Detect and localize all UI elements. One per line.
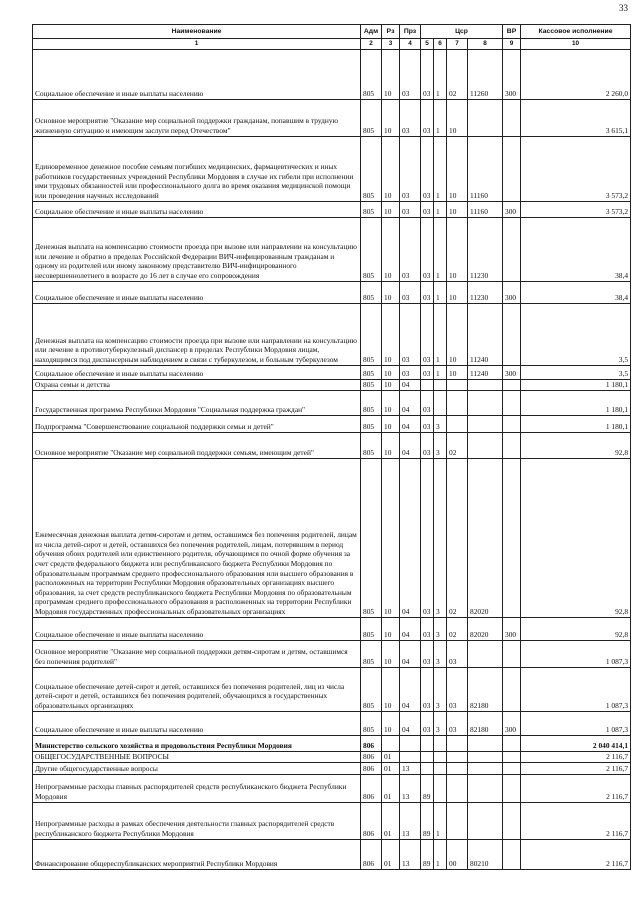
row-amount: 3 573,2 (521, 136, 631, 201)
row-csr-subprogram: 3 (434, 640, 447, 667)
table-row (33, 839, 631, 869)
row-amount: 1 087,3 (521, 640, 631, 667)
row-adm: 806 (361, 839, 382, 869)
row-amount: 92,8 (521, 458, 631, 617)
row-csr-direction (468, 774, 503, 802)
row-csr-event: 10 (447, 99, 468, 136)
row-vr (503, 774, 521, 802)
row-csr-direction: 80210 (468, 839, 503, 869)
row-csr-subprogram (434, 379, 447, 390)
row-csr-program: 89 (421, 802, 434, 839)
row-csr-subprogram: 1 (434, 217, 447, 281)
row-csr-direction: 11230 (468, 281, 503, 303)
table-row (33, 379, 631, 390)
row-rz: 10 (382, 136, 400, 201)
row-csr-program: 03 (421, 415, 434, 432)
row-prz: 04 (400, 415, 421, 432)
row-amount: 2 116,7 (521, 751, 631, 762)
row-adm: 805 (361, 390, 382, 415)
row-prz: 03 (400, 281, 421, 303)
header-prz: Прз (400, 25, 421, 39)
row-csr-direction (468, 640, 503, 667)
row-amount: 3 573,2 (521, 201, 631, 217)
row-rz: 10 (382, 365, 400, 379)
table-row (33, 136, 631, 201)
row-csr-program: 03 (421, 136, 434, 201)
row-amount: 92,8 (521, 432, 631, 458)
row-prz: 03 (400, 99, 421, 136)
row-amount: 1 087,3 (521, 667, 631, 711)
row-rz: 01 (382, 774, 400, 802)
row-amount: 38,4 (521, 217, 631, 281)
table-row (33, 762, 631, 774)
row-prz: 04 (400, 458, 421, 617)
row-adm: 805 (361, 379, 382, 390)
row-csr-event: 10 (447, 136, 468, 201)
row-amount: 2 116,7 (521, 839, 631, 869)
row-rz: 01 (382, 839, 400, 869)
row-vr (503, 802, 521, 839)
table-row (33, 217, 631, 281)
row-rz: 10 (382, 458, 400, 617)
row-csr-program: 03 (421, 458, 434, 617)
row-rz: 01 (382, 751, 400, 762)
row-csr-event: 02 (447, 617, 468, 640)
header-vr: ВР (503, 25, 521, 39)
row-prz: 13 (400, 839, 421, 869)
row-adm: 805 (361, 99, 382, 136)
row-name: Непрограммные расходы главных распорядителей средств республиканского бюджета Республики Мордовия (33, 774, 361, 802)
budget-table (32, 24, 631, 870)
row-name: Основное мероприятие "Оказание мер социальной поддержки гражданам, попавшим в трудную жизненную ситуацию и имеющим заслуги перед Отечеством" (33, 99, 361, 136)
row-csr-event: 03 (447, 640, 468, 667)
row-vr (503, 99, 521, 136)
row-name: Министерство сельского хозяйства и продовольствия Республики Мордовия (33, 735, 361, 751)
table-row (33, 49, 631, 99)
table-row (33, 303, 631, 365)
row-name: Единовременное денежное пособие семьям погибших медицинских, фармацевтических и иных работников государственных учреждений Республики Мордовия в случае их гибели при исполнении ими трудовых обязанностей или профессионального долга во время оказания медицинской помощи или проведения научных исследований (33, 136, 361, 201)
row-adm: 805 (361, 303, 382, 365)
row-csr-subprogram: 1 (434, 839, 447, 869)
row-prz: 13 (400, 802, 421, 839)
row-csr-program: 03 (421, 303, 434, 365)
row-amount: 92,8 (521, 617, 631, 640)
col-number: 4 (400, 39, 421, 50)
row-prz (400, 751, 421, 762)
header-amount: Кассовое исполнение (521, 25, 631, 39)
row-csr-subprogram: 1 (434, 49, 447, 99)
row-amount: 1 180,1 (521, 415, 631, 432)
row-csr-program: 03 (421, 217, 434, 281)
row-prz (400, 735, 421, 751)
row-name: Социальное обеспечение и иные выплаты населению (33, 711, 361, 735)
row-csr-subprogram (434, 762, 447, 774)
row-adm: 806 (361, 751, 382, 762)
row-rz: 10 (382, 415, 400, 432)
row-prz: 03 (400, 303, 421, 365)
row-name: ОБЩЕГОСУДАРСТВЕННЫЕ ВОПРОСЫ (33, 751, 361, 762)
row-csr-direction (468, 390, 503, 415)
row-amount: 1 180,1 (521, 379, 631, 390)
row-rz (382, 735, 400, 751)
row-csr-subprogram (434, 774, 447, 802)
row-name: Государственная программа Республики Мордовия "Социальная поддержка граждан" (33, 390, 361, 415)
row-csr-subprogram: 1 (434, 201, 447, 217)
row-amount: 2 116,7 (521, 762, 631, 774)
row-csr-event (447, 751, 468, 762)
header-csr: Цср (421, 25, 503, 39)
row-adm: 805 (361, 617, 382, 640)
row-csr-direction (468, 379, 503, 390)
row-adm: 805 (361, 432, 382, 458)
row-prz: 04 (400, 667, 421, 711)
row-vr (503, 735, 521, 751)
row-vr (503, 640, 521, 667)
row-prz: 03 (400, 201, 421, 217)
row-vr (503, 415, 521, 432)
row-csr-program (421, 379, 434, 390)
row-vr (503, 303, 521, 365)
row-csr-direction (468, 432, 503, 458)
row-csr-event (447, 762, 468, 774)
row-csr-subprogram: 3 (434, 667, 447, 711)
row-prz: 04 (400, 617, 421, 640)
row-csr-event: 00 (447, 839, 468, 869)
row-csr-direction: 11260 (468, 49, 503, 99)
row-vr (503, 762, 521, 774)
row-prz: 04 (400, 432, 421, 458)
row-csr-event (447, 802, 468, 839)
row-csr-event (447, 774, 468, 802)
row-csr-direction: 82020 (468, 617, 503, 640)
row-name: Основное мероприятие "Оказание мер социальной поддержки семьям, имеющим детей" (33, 432, 361, 458)
row-rz: 10 (382, 432, 400, 458)
row-name: Другие общегосударственные вопросы (33, 762, 361, 774)
row-name: Охрана семьи и детства (33, 379, 361, 390)
header-rz: Рз (382, 25, 400, 39)
row-adm: 805 (361, 365, 382, 379)
row-vr: 300 (503, 617, 521, 640)
row-csr-direction: 11240 (468, 303, 503, 365)
row-name: Социальное обеспечение детей-сирот и детей, оставшихся без попечения родителей, лиц из числа детей-сирот и детей, оставшихся без попечения родителей, обучающихся в государственных образовательных организациях (33, 667, 361, 711)
row-name: Непрограммные расходы в рамках обеспечения деятельности главных распорядителей средств республиканского бюджета Республики Мордовия (33, 802, 361, 839)
row-amount: 3,5 (521, 365, 631, 379)
row-csr-program: 03 (421, 365, 434, 379)
row-vr (503, 667, 521, 711)
row-csr-program: 03 (421, 617, 434, 640)
row-rz: 10 (382, 711, 400, 735)
table-row (33, 458, 631, 617)
col-number: 10 (521, 39, 631, 50)
col-number: 2 (361, 39, 382, 50)
row-amount: 2 260,0 (521, 49, 631, 99)
row-vr (503, 136, 521, 201)
row-csr-event (447, 415, 468, 432)
row-csr-direction: 82180 (468, 711, 503, 735)
row-csr-subprogram: 3 (434, 432, 447, 458)
row-csr-event: 02 (447, 458, 468, 617)
page-number: 33 (619, 3, 628, 13)
row-csr-event: 03 (447, 667, 468, 711)
row-csr-program: 03 (421, 711, 434, 735)
row-vr (503, 432, 521, 458)
row-vr: 300 (503, 711, 521, 735)
row-csr-direction (468, 762, 503, 774)
table-row (33, 415, 631, 432)
row-csr-program: 89 (421, 774, 434, 802)
row-rz: 01 (382, 802, 400, 839)
table-row (33, 201, 631, 217)
row-adm: 806 (361, 735, 382, 751)
row-vr (503, 751, 521, 762)
col-number: 3 (382, 39, 400, 50)
row-csr-event (447, 379, 468, 390)
row-csr-event: 02 (447, 49, 468, 99)
row-vr: 300 (503, 365, 521, 379)
row-csr-program: 03 (421, 432, 434, 458)
row-csr-program: 03 (421, 281, 434, 303)
col-number: 9 (503, 39, 521, 50)
table-row (33, 99, 631, 136)
row-adm: 805 (361, 136, 382, 201)
row-name: Ежемесячная денежная выплата детям-сиротам и детям, оставшимся без попечения родителей, лицам из числа детей-сирот и детей, оставшихся без попечения родителей, лицам, потерявшим в период обучения обоих родителей или единственного родителя, обучающимся по очной форме обучения за счет средств федерального бюджета или республиканского бюджета Республики Мордовия по образовательным программам среднего профессионального образования или высшего образования в расположенных на территории Республики Мордовия образовательных организациях высшего образования, за счет средств республиканского бюджета Республики Мордовия по образовательным программам среднего профессионального образования в расположенных на территории Республики Мордовия государственных профессиональных образовательных организациях (33, 458, 361, 617)
row-csr-event: 10 (447, 201, 468, 217)
col-number: 6 (434, 39, 447, 50)
row-csr-program (421, 751, 434, 762)
row-csr-subprogram: 3 (434, 458, 447, 617)
row-name: Социальное обеспечение и иные выплаты населению (33, 201, 361, 217)
row-csr-subprogram (434, 751, 447, 762)
row-csr-program: 03 (421, 49, 434, 99)
row-csr-event: 02 (447, 432, 468, 458)
table-row (33, 802, 631, 839)
col-number: 7 (447, 39, 468, 50)
row-name: Социальное обеспечение и иные выплаты населению (33, 617, 361, 640)
row-csr-event (447, 390, 468, 415)
row-name: Подпрограмма "Совершенствование социальной поддержки семьи и детей" (33, 415, 361, 432)
row-csr-subprogram: 3 (434, 415, 447, 432)
row-csr-event: 10 (447, 281, 468, 303)
row-name: Социальное обеспечение и иные выплаты населению (33, 281, 361, 303)
row-csr-subprogram (434, 390, 447, 415)
row-csr-direction: 82020 (468, 458, 503, 617)
row-adm: 805 (361, 667, 382, 711)
row-vr (503, 390, 521, 415)
row-rz: 10 (382, 49, 400, 99)
row-adm: 805 (361, 458, 382, 617)
row-csr-subprogram: 1 (434, 136, 447, 201)
row-csr-subprogram: 3 (434, 711, 447, 735)
row-rz: 10 (382, 617, 400, 640)
col-number: 5 (421, 39, 434, 50)
row-rz: 10 (382, 640, 400, 667)
row-adm: 806 (361, 774, 382, 802)
row-csr-event: 03 (447, 711, 468, 735)
row-adm: 805 (361, 711, 382, 735)
row-rz: 10 (382, 201, 400, 217)
table-row (33, 774, 631, 802)
row-name: Денежная выплата на компенсацию стоимости проезда при вызове или направлении на консультацию или лечение в противотуберкулезный диспансер в пределах Республики Мордовия лицам, находящимся под диспансерным наблюдением в связи с туберкулезом, и больным туберкулезом (33, 303, 361, 365)
row-adm: 805 (361, 640, 382, 667)
row-csr-program: 03 (421, 640, 434, 667)
row-csr-program (421, 762, 434, 774)
row-prz: 13 (400, 774, 421, 802)
row-vr (503, 379, 521, 390)
row-adm: 806 (361, 762, 382, 774)
row-vr (503, 458, 521, 617)
row-rz: 01 (382, 762, 400, 774)
row-name: Социальное обеспечение и иные выплаты населению (33, 49, 361, 99)
row-csr-direction (468, 99, 503, 136)
row-rz: 10 (382, 390, 400, 415)
row-csr-subprogram: 1 (434, 281, 447, 303)
row-csr-program: 03 (421, 201, 434, 217)
row-prz: 03 (400, 217, 421, 281)
table-row (33, 667, 631, 711)
table-row (33, 365, 631, 379)
header-name: Наименование (33, 25, 361, 39)
row-csr-program (421, 735, 434, 751)
row-vr: 300 (503, 281, 521, 303)
row-adm: 805 (361, 281, 382, 303)
row-csr-direction (468, 735, 503, 751)
row-csr-direction: 11240 (468, 365, 503, 379)
row-rz: 10 (382, 99, 400, 136)
row-vr: 300 (503, 201, 521, 217)
row-adm: 806 (361, 802, 382, 839)
header-adm: Адм (361, 25, 382, 39)
row-csr-program: 03 (421, 667, 434, 711)
row-amount: 1 180,1 (521, 390, 631, 415)
row-adm: 805 (361, 217, 382, 281)
table-row (33, 751, 631, 762)
table-body (33, 49, 631, 869)
row-csr-direction (468, 751, 503, 762)
row-csr-event: 10 (447, 217, 468, 281)
row-csr-program: 03 (421, 99, 434, 136)
table-row (33, 640, 631, 667)
row-amount: 3 615,1 (521, 99, 631, 136)
row-adm: 805 (361, 49, 382, 99)
row-vr: 300 (503, 49, 521, 99)
row-csr-direction: 11230 (468, 217, 503, 281)
row-csr-event (447, 735, 468, 751)
row-vr (503, 839, 521, 869)
row-csr-subprogram: 3 (434, 617, 447, 640)
row-prz: 03 (400, 49, 421, 99)
row-csr-subprogram: 1 (434, 99, 447, 136)
row-prz: 03 (400, 136, 421, 201)
row-rz: 10 (382, 281, 400, 303)
row-csr-direction (468, 802, 503, 839)
row-amount: 1 087,3 (521, 711, 631, 735)
row-csr-direction (468, 415, 503, 432)
row-amount: 2 116,7 (521, 802, 631, 839)
row-vr (503, 217, 521, 281)
row-name: Основное мероприятие "Оказание мер социальной поддержки детям-сиротам и детям, оставшимся без попечения родителей" (33, 640, 361, 667)
row-prz: 13 (400, 762, 421, 774)
row-name: Денежная выплата на компенсацию стоимости проезда при вызове или направлении на консультацию или лечение и обратно в пределах Российской Федерации ВИЧ-инфицированным гражданам и одному из родителей или иному законному представителю ВИЧ-инфицированного несовершеннолетнего в возрасте до 16 лет в случае его сопровождения (33, 217, 361, 281)
row-csr-subprogram: 1 (434, 365, 447, 379)
row-adm: 805 (361, 415, 382, 432)
table-row (33, 432, 631, 458)
row-csr-direction: 82180 (468, 667, 503, 711)
row-rz: 10 (382, 379, 400, 390)
row-csr-event: 10 (447, 303, 468, 365)
row-rz: 10 (382, 217, 400, 281)
table-row (33, 281, 631, 303)
row-prz: 04 (400, 640, 421, 667)
row-prz: 03 (400, 365, 421, 379)
row-csr-subprogram (434, 735, 447, 751)
row-amount: 2 040 414,1 (521, 735, 631, 751)
row-csr-direction: 11160 (468, 136, 503, 201)
row-csr-event: 10 (447, 365, 468, 379)
row-rz: 10 (382, 667, 400, 711)
table-row (33, 617, 631, 640)
row-name: Социальное обеспечение и иные выплаты населению (33, 365, 361, 379)
column-number-row (33, 39, 631, 50)
table-row (33, 711, 631, 735)
table-row (33, 390, 631, 415)
col-number: 1 (33, 39, 361, 50)
row-csr-program: 03 (421, 390, 434, 415)
row-adm: 805 (361, 201, 382, 217)
table-row (33, 735, 631, 751)
row-amount: 3,5 (521, 303, 631, 365)
row-csr-subprogram: 1 (434, 303, 447, 365)
row-rz: 10 (382, 303, 400, 365)
col-number: 8 (468, 39, 503, 50)
row-prz: 04 (400, 379, 421, 390)
header-row (33, 25, 631, 39)
row-amount: 2 116,7 (521, 774, 631, 802)
row-amount: 38,4 (521, 281, 631, 303)
row-csr-direction: 11160 (468, 201, 503, 217)
row-name: Финансирование общереспубликанских мероприятий Республики Мордовия (33, 839, 361, 869)
row-csr-program: 89 (421, 839, 434, 869)
row-prz: 04 (400, 390, 421, 415)
row-prz: 04 (400, 711, 421, 735)
row-csr-subprogram: 1 (434, 802, 447, 839)
